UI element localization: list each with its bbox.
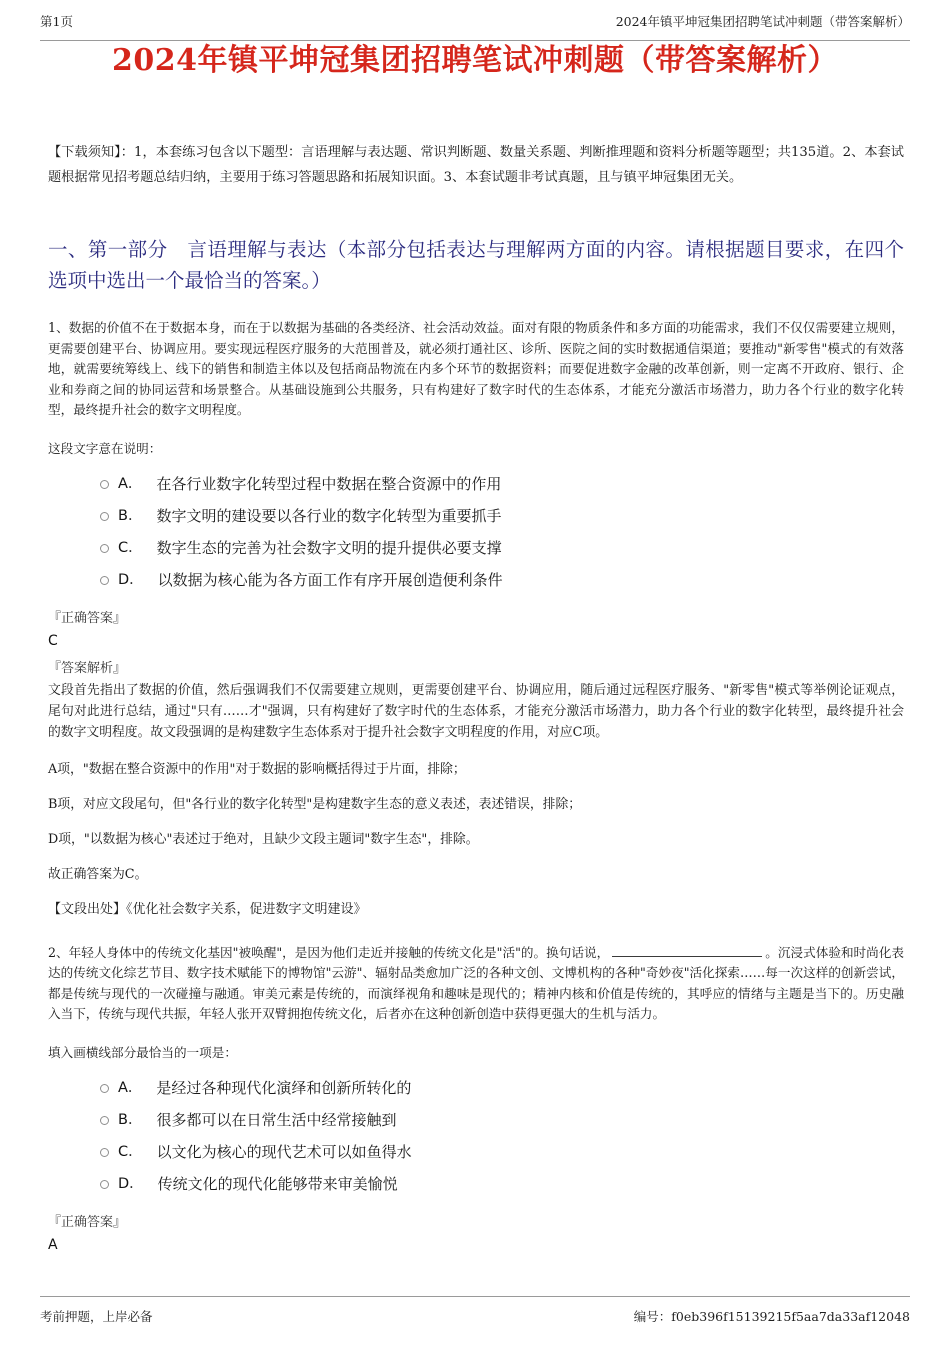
page-number: 第1页 <box>40 14 73 29</box>
option-letter: C． <box>118 1143 143 1160</box>
question-2-prompt: 填入画横线部分最恰当的一项是： <box>48 1044 237 1060</box>
question-1-prompt: 这段文字意在说明： <box>48 440 162 456</box>
option-row[interactable] <box>48 1107 904 1134</box>
question-1-analysis-paragraph: A项，"数据在整合资源中的作用"对于数据的影响概括得过于片面，排除； <box>48 761 466 777</box>
question-1-answer-label: 『正确答案』 <box>48 610 127 626</box>
fill-in-blank-underline <box>612 945 762 957</box>
footer-document-id: 编号：f0eb396f15139215f5aa7da33af12048 <box>633 1309 910 1324</box>
radio-button-icon[interactable] <box>100 512 109 521</box>
header-running-title: 2024年镇平坤冠集团招聘笔试冲刺题（带答案解析） <box>615 14 910 29</box>
question-2-stem-before-blank: 2、年轻人身体中的传统文化基因"被唤醒"，是因为他们走近并接触的传统文化是"活"的。换句话说， <box>48 944 610 960</box>
radio-button-icon[interactable] <box>100 544 109 553</box>
download-notice: 【下载须知】：1，本套练习包含以下题型：言语理解与表达题、常识判断题、数量关系题、判断推理题和资料分析题等题型；共135道。2、本套试题根据常见招考题总结归纳，主要用于练习答题思路和拓展知识面。3、本套试题非考试真题，且与镇平坤冠集团无关。 <box>48 145 904 185</box>
question-1-analysis-paragraph: B项，对应文段尾句，但"各行业的数字化转型"是构建数字生态的意义表述，表述错误，排除； <box>48 796 582 812</box>
question-1-answer-value: C <box>48 632 58 649</box>
option-row[interactable] <box>48 471 904 498</box>
option-row[interactable] <box>48 535 904 562</box>
option-text: 很多都可以在日常生活中经常接触到 <box>156 1110 397 1129</box>
radio-button-icon[interactable] <box>100 1180 109 1189</box>
option-text: 以文化为核心的现代艺术可以如鱼得水 <box>156 1142 412 1161</box>
option-row[interactable] <box>48 1139 904 1166</box>
option-row[interactable] <box>48 1075 904 1102</box>
option-letter: C． <box>118 539 143 556</box>
option-text: 在各行业数字化转型过程中数据在整合资源中的作用 <box>156 474 502 493</box>
option-text: 传统文化的现代化能够带来审美愉悦 <box>157 1174 398 1193</box>
section-heading-part-one: 一、第一部分 言语理解与表达（本部分包括表达与理解两方面的内容。请根据题目要求，在四个选项中选出一个最恰当的答案。） <box>48 238 904 292</box>
option-letter: B． <box>118 507 143 524</box>
option-text: 数字文明的建设要以各行业的数字化转型为重要抓手 <box>156 506 502 525</box>
question-1-stem: 1、数据的价值不在于数据本身，而在于以数据为基础的各类经济、社会活动效益。面对有限的物质条件和多方面的功能需求，我们不仅仅需要建立规则，更需要创建平台、协调应用。要实现远程医疗服务的大范围普及，就必须打通社区、诊所、医院之间的实时数据通信渠道；要推动"新零售"模式的有效落地，就需要统筹线上、线下的销售和制造主体以及包括商品物流在内多个环节的数据资料；而要促进数字金融的改革创新，则一定离不开政府、银行、企业和券商之间的协同运营和场景整合。从基础设施到公共服务，只有构建好了数字时代的生态体系，才能充分激活市场潜力，助力各个行业的数字化转型，最终提升社会的数字文明程度。 <box>48 320 904 417</box>
option-row[interactable] <box>48 567 904 594</box>
question-1-analysis-paragraph: 文段首先指出了数据的价值，然后强调我们不仅需要建立规则，更需要创建平台、协调应用，随后通过远程医疗服务、"新零售"模式等举例论证观点，尾句对此进行总结，通过"只有……才"强调，只有构建好了数字时代的生态体系，才能充分激活市场潜力，助力各个行业的数字化转型，最终提升社会的数字文明程度。故文段强调的是构建数字生态体系对于提升社会数字文明程度的作用，对应C项。 <box>48 682 904 740</box>
question-1-analysis-paragraph: D项，"以数据为核心"表述过于绝对，且缺少文段主题词"数字生态"，排除。 <box>48 831 479 847</box>
option-row[interactable] <box>48 503 904 530</box>
option-letter: D． <box>118 1175 144 1192</box>
radio-button-icon[interactable] <box>100 1148 109 1157</box>
document-body <box>48 140 904 1262</box>
option-row[interactable] <box>48 1171 904 1198</box>
question-2-answer-label: 『正确答案』 <box>48 1214 127 1230</box>
document-title: 2024年镇平坤冠集团招聘笔试冲刺题（带答案解析） <box>112 43 838 78</box>
radio-button-icon[interactable] <box>100 1084 109 1093</box>
footer-slogan: 考前押题，上岸必备 <box>40 1309 153 1324</box>
option-text: 是经过各种现代化演绎和创新所转化的 <box>156 1078 412 1097</box>
option-letter: A． <box>118 1079 143 1096</box>
page-running-header <box>40 14 910 41</box>
question-2-stem <box>48 943 904 1025</box>
question-1-source: 【文段出处】《优化社会数字关系，促进数字文明建设》 <box>48 901 367 917</box>
question-2-stem-after-blank: 。沉浸式体验和时尚化表达的传统文化综艺节目、数字技术赋能下的博物馆"云游"、辐射品类愈加广泛的各种文创、文博机构的各种"奇妙夜"活化探索……每一次这样的创新尝试，都是传统与现代的一次碰撞与融通。审美元素是传统的，而演绎视角和趣味是现代的；精神内核和价值是传统的，其呼应的情绪与主题是当下的。历史融入当下，传统与现代共振，年轻人张开双臂拥抱传统文化，后者亦在这种创新创造中获得更强大的生机与活力。 <box>48 944 905 1021</box>
radio-button-icon[interactable] <box>100 1116 109 1125</box>
question-2-answer-value: A <box>48 1236 58 1253</box>
option-letter: D． <box>118 571 144 588</box>
question-1-analysis-label: 『答案解析』 <box>48 660 127 676</box>
option-letter: A． <box>118 475 143 492</box>
question-1-analysis-paragraph: 故正确答案为C。 <box>48 866 148 882</box>
page-running-footer <box>40 1296 910 1327</box>
option-text: 数字生态的完善为社会数字文明的提升提供必要支撑 <box>156 538 502 557</box>
radio-button-icon[interactable] <box>100 480 109 489</box>
option-text: 以数据为核心能为各方面工作有序开展创造便利条件 <box>157 570 503 589</box>
option-letter: B． <box>118 1111 143 1128</box>
question-2-options <box>48 1075 904 1198</box>
question-1-options <box>48 471 904 594</box>
radio-button-icon[interactable] <box>100 576 109 585</box>
